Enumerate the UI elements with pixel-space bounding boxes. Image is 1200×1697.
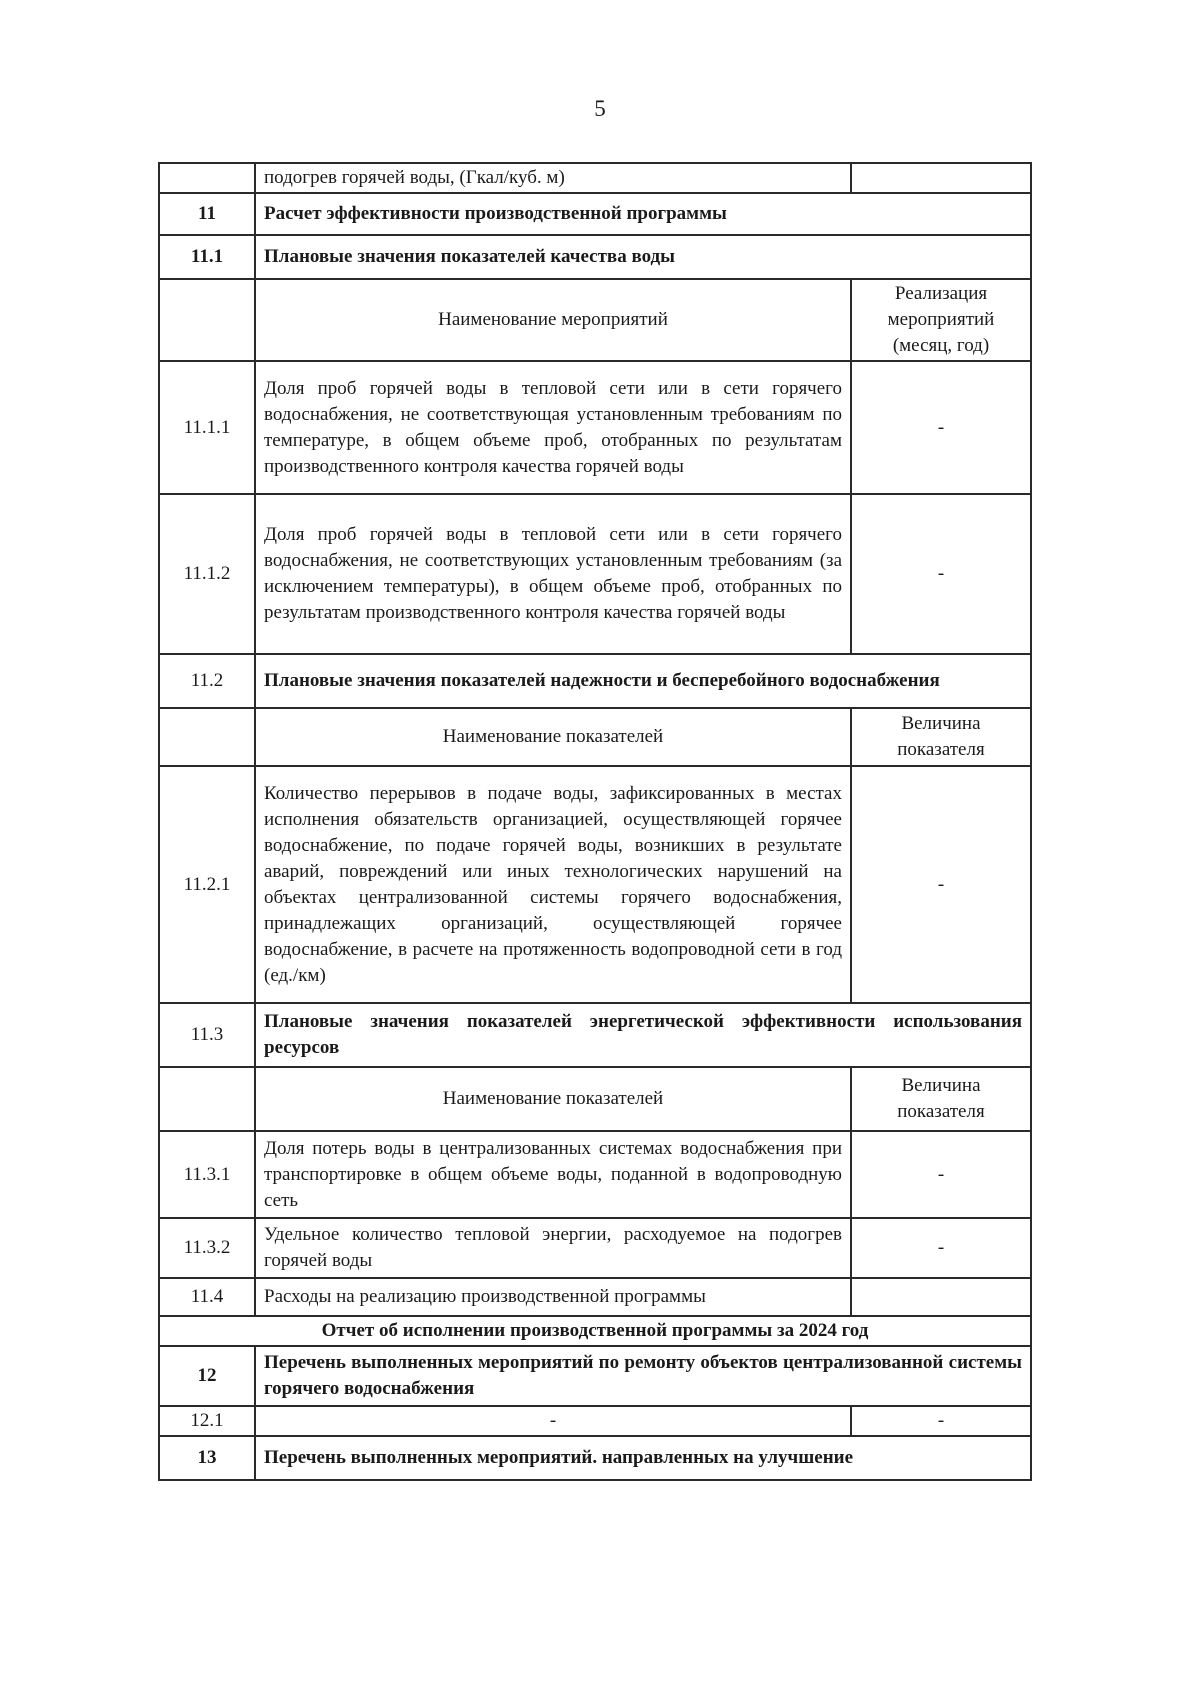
row-number: 11.3: [159, 1003, 255, 1067]
table-header-row: [159, 279, 1031, 361]
row-number: 11.1: [159, 235, 255, 279]
section-row-11-1: [159, 235, 1031, 279]
section-row-13: [159, 1436, 1031, 1480]
row-number: 11.3.1: [159, 1131, 255, 1218]
row-number: 11.3.2: [159, 1218, 255, 1278]
section-row-12: [159, 1346, 1031, 1406]
table-row: [159, 1406, 1031, 1436]
row-text: Удельное количество тепловой энергии, расходуемое на подогрев горячей воды: [255, 1218, 851, 1278]
table-row: [159, 1278, 1031, 1316]
table-row: [159, 361, 1031, 494]
row-text: Расходы на реализацию производственной программы: [255, 1278, 851, 1316]
section-title: Плановые значения показателей надежности и бесперебойного водоснабжения: [255, 654, 1031, 708]
section-title: Перечень выполненных мероприятий по ремонту объектов централизованной системы горячего водоснабжения: [255, 1346, 1031, 1406]
row-value: -: [851, 1131, 1031, 1218]
row-value: -: [851, 1406, 1031, 1436]
row-value: [851, 1278, 1031, 1316]
section-row-11-2: [159, 654, 1031, 708]
report-heading-row: [159, 1316, 1031, 1346]
table-row: [159, 163, 1031, 193]
section-title: Расчет эффективности производственной программы: [255, 193, 1031, 235]
table-header-row: [159, 708, 1031, 766]
row-number: 11.4: [159, 1278, 255, 1316]
row-number: 11.2: [159, 654, 255, 708]
page-number: 5: [594, 96, 606, 121]
table-row: [159, 1218, 1031, 1278]
column-header-name: Наименование показателей: [255, 1067, 851, 1131]
row-value: -: [851, 494, 1031, 654]
row-number: 12.1: [159, 1406, 255, 1436]
column-header-value: Величина показателя: [851, 708, 1031, 766]
row-text: Доля проб горячей воды в тепловой сети или в сети горячего водоснабжения, не соответствующих установленным требованиям (за исключением температуры), в общем объеме проб, отобранных по результатам производственного контроля качества горячей воды: [255, 494, 851, 654]
row-number: 11.1.2: [159, 494, 255, 654]
row-value: -: [851, 1218, 1031, 1278]
row-text: -: [255, 1406, 851, 1436]
section-row-11: [159, 193, 1031, 235]
row-text: Доля проб горячей воды в тепловой сети или в сети горячего водоснабжения, не соответствующая установленным требованиям по температуре, в общем объеме проб, отобранных по результатам производственного контроля качества горячей воды: [255, 361, 851, 494]
table-row: [159, 1131, 1031, 1218]
table-header-row: [159, 1067, 1031, 1131]
table-row: [159, 766, 1031, 1003]
column-header-value: Величина показателя: [851, 1067, 1031, 1131]
column-header-name: Наименование показателей: [255, 708, 851, 766]
section-row-11-3: [159, 1003, 1031, 1067]
column-header-value: Реализация мероприятий (месяц, год): [851, 279, 1031, 361]
row-number: 12: [159, 1346, 255, 1406]
row-text: Количество перерывов в подаче воды, зафиксированных в местах исполнения обязательств организацией, осуществляющей горячее водоснабжение, по подаче горячей воды, возникших в результате аварий, повреждений или иных технологических нарушений на объектах централизованной системы горячего водоснабжения, принадлежащих организаций, осуществляющей горячее водоснабжение, в расчете на протяженность водопроводной сети в год (ед./км): [255, 766, 851, 1003]
row-value: -: [851, 766, 1031, 1003]
column-header-name: Наименование мероприятий: [255, 279, 851, 361]
row-number: 11.1.1: [159, 361, 255, 494]
section-title: Плановые значения показателей качества воды: [255, 235, 1031, 279]
row-number: 11.2.1: [159, 766, 255, 1003]
production-program-table: [158, 162, 1032, 1481]
row-text: Доля потерь воды в централизованных системах водоснабжения при транспортировке в общем объеме воды, поданной в водопроводную сеть: [255, 1131, 851, 1218]
row-value: -: [851, 361, 1031, 494]
row-number: 11: [159, 193, 255, 235]
table-row: [159, 494, 1031, 654]
section-title: Перечень выполненных мероприятий. направленных на улучшение: [255, 1436, 1031, 1480]
row-number: 13: [159, 1436, 255, 1480]
section-title: Плановые значения показателей энергетической эффективности использования ресурсов: [255, 1003, 1031, 1067]
row-text: подогрев горячей воды, (Гкал/куб. м): [255, 163, 851, 193]
report-heading: Отчет об исполнении производственной программы за 2024 год: [159, 1316, 1031, 1346]
